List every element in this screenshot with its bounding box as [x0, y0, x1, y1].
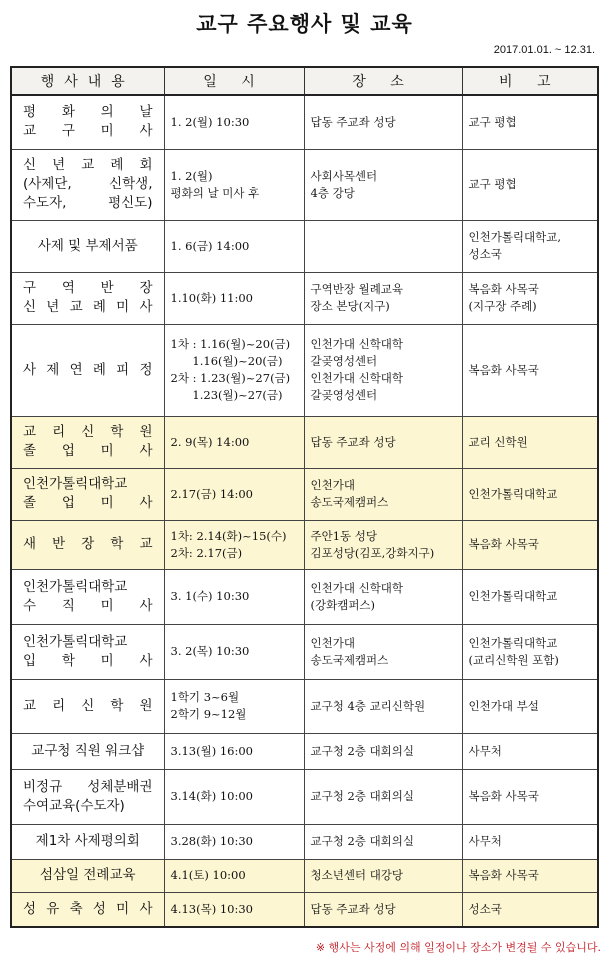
table-row — [11, 272, 598, 324]
place-line: 답동 주교좌 성당 — [310, 901, 396, 916]
note-line: 사무처 — [468, 743, 502, 758]
place-cell — [304, 324, 462, 416]
header-date: 일 시 — [164, 67, 304, 95]
date-cell — [164, 892, 304, 927]
note-line: 인천가톨릭대학교 — [468, 589, 558, 603]
note-cell — [462, 468, 598, 520]
event-line: 교 리 신 학 원 — [23, 424, 153, 440]
note-cell — [462, 733, 598, 769]
event-line: 인천가톨릭대학교 — [23, 633, 128, 650]
place-line: 교구청 2층 대회의실 — [310, 789, 414, 803]
place-cell — [304, 220, 462, 272]
footnote: ※ 행사는 사정에 의해 일정이나 장소가 변경될 수 있습니다. — [315, 941, 601, 954]
place-line: 갈곶영성센터 — [310, 354, 378, 368]
date-line: 1차: 2.14(화)~15(수) — [170, 528, 287, 543]
date-cell — [164, 468, 304, 520]
event-line: 수 직 미 사 — [23, 597, 153, 614]
place-cell — [304, 624, 462, 679]
event-line: 수여교육(수도자) — [23, 797, 125, 814]
note-cell — [462, 892, 598, 927]
page-title: 교구 주요행사 및 교육 — [196, 12, 413, 36]
event-cell — [11, 220, 164, 272]
place-line: 장소 본당(지구) — [310, 299, 390, 313]
table-row — [11, 769, 598, 824]
date-line: 평화의 날 미사 후 — [170, 185, 260, 200]
note-cell — [462, 95, 598, 149]
table-row — [11, 733, 598, 769]
date-line: 3.28(화) 10:30 — [170, 834, 253, 848]
place-line: 인천가대 신학대학 — [310, 337, 404, 351]
place-line: (강화캠퍼스) — [310, 597, 376, 612]
place-line: 교구청 2층 대회의실 — [310, 834, 414, 848]
event-line: 구 역 반 장 — [23, 280, 153, 296]
event-cell — [11, 272, 164, 324]
date-line: 1.16(월)~20(금) — [170, 354, 283, 368]
note-line: 성소국 — [468, 247, 502, 261]
date-line: 3.13(월) 16:00 — [170, 743, 253, 758]
date-line: 1. 2(월) — [170, 168, 213, 183]
place-cell — [304, 769, 462, 824]
date-line: 1. 6(금) 14:00 — [170, 238, 250, 253]
date-cell — [164, 569, 304, 624]
table-body — [11, 95, 598, 927]
event-cell — [11, 769, 164, 824]
note-line: 성소국 — [468, 901, 502, 916]
note-line: 복음화 사목국 — [468, 282, 539, 296]
event-line: 새 반 장 학 교 — [23, 536, 153, 552]
place-line: 송도국제캠퍼스 — [310, 495, 389, 509]
note-cell — [462, 149, 598, 220]
note-line: (교리신학원 포함) — [468, 652, 559, 667]
table-row — [11, 220, 598, 272]
event-cell — [11, 416, 164, 468]
event-cell — [11, 859, 164, 892]
place-cell — [304, 859, 462, 892]
place-cell — [304, 272, 462, 324]
date-line: 1학기 3~6월 — [170, 690, 240, 704]
note-line: 복음화 사목국 — [468, 789, 539, 803]
place-line: 사회사목센터 — [310, 168, 378, 183]
place-line: 김포성당(김포,강화지구) — [310, 545, 435, 560]
table-row — [11, 324, 598, 416]
date-cell — [164, 95, 304, 149]
place-cell — [304, 149, 462, 220]
note-line: 교구 평협 — [468, 114, 517, 129]
note-cell — [462, 220, 598, 272]
event-cell — [11, 679, 164, 733]
table-row — [11, 824, 598, 859]
note-line: 복음화 사목국 — [468, 362, 539, 377]
event-cell — [11, 624, 164, 679]
date-cell — [164, 220, 304, 272]
event-line: (사제단, 신학생, — [23, 176, 153, 192]
place-cell — [304, 679, 462, 733]
place-line: 4층 강당 — [310, 185, 355, 200]
event-line: 성 유 축 성 미 사 — [23, 900, 153, 917]
date-cell — [164, 733, 304, 769]
date-line: 2차 : 1.23(월)~27(금) — [170, 371, 291, 385]
table-row — [11, 520, 598, 569]
schedule-period: 2017.01.01. ~ 12.31. — [493, 44, 595, 56]
date-cell — [164, 624, 304, 679]
event-line: 졸 업 미 사 — [23, 495, 153, 511]
note-cell — [462, 324, 598, 416]
event-cell — [11, 324, 164, 416]
event-line: 인천가톨릭대학교 — [23, 578, 128, 595]
schedule-table — [10, 66, 599, 928]
place-cell — [304, 569, 462, 624]
note-line: 교리 신학원 — [468, 434, 528, 449]
date-cell — [164, 679, 304, 733]
place-line: 교구청 2층 대회의실 — [310, 743, 414, 758]
note-cell — [462, 679, 598, 733]
note-line: 인천가톨릭대학교 — [468, 486, 558, 501]
event-cell — [11, 824, 164, 859]
event-line: 교구청 직원 워크샵 — [31, 742, 145, 759]
place-line: 인천가대 신학대학 — [310, 580, 404, 595]
place-line: 인천가대 — [310, 635, 355, 650]
event-line: 섬삼일 전례교육 — [39, 867, 136, 883]
place-line: 인천가대 신학대학 — [310, 371, 404, 385]
header-note: 비 고 — [462, 67, 598, 95]
header-event: 행사내용 — [11, 67, 164, 95]
date-cell — [164, 520, 304, 569]
event-line: 비정규 성체분배권 — [23, 778, 153, 795]
event-line: 제1차 사제평의회 — [35, 833, 140, 849]
note-cell — [462, 416, 598, 468]
event-cell — [11, 569, 164, 624]
date-line: 1.23(월)~27(금) — [170, 388, 283, 402]
date-line: 1. 2(월) 10:30 — [170, 114, 250, 129]
event-line: 교 리 신 학 원 — [23, 697, 153, 714]
event-line: 신 년 교 례 미 사 — [23, 299, 153, 315]
date-line: 2학기 9~12월 — [170, 707, 247, 721]
note-cell — [462, 769, 598, 824]
date-cell — [164, 324, 304, 416]
event-cell — [11, 733, 164, 769]
event-line: 사제 및 부제서품 — [37, 237, 138, 254]
table-row — [11, 95, 598, 149]
table-header-row — [11, 67, 598, 95]
date-line: 2차: 2.17(금) — [170, 545, 243, 560]
place-line: 인천가대 — [310, 478, 355, 492]
date-line: 3. 1(수) 10:30 — [170, 589, 250, 603]
place-line: 주안1동 성당 — [310, 528, 378, 543]
event-cell — [11, 95, 164, 149]
place-cell — [304, 733, 462, 769]
note-line: 교구 평협 — [468, 177, 517, 191]
date-cell — [164, 149, 304, 220]
date-line: 1차 : 1.16(월)~20(금) — [170, 337, 291, 351]
place-line: 교구청 4층 교리신학원 — [310, 698, 426, 713]
date-line: 3.14(화) 10:00 — [170, 789, 253, 803]
date-cell — [164, 272, 304, 324]
place-line: 구역반장 월례교육 — [310, 282, 404, 296]
table-row — [11, 679, 598, 733]
note-line: 인천가대 부설 — [468, 698, 539, 713]
note-cell — [462, 824, 598, 859]
place-cell — [304, 520, 462, 569]
note-line: 복음화 사목국 — [468, 868, 539, 882]
date-cell — [164, 769, 304, 824]
place-cell — [304, 95, 462, 149]
place-line: 갈곶영성센터 — [310, 388, 378, 402]
place-line: 답동 주교좌 성당 — [310, 434, 396, 449]
place-cell — [304, 824, 462, 859]
place-cell — [304, 416, 462, 468]
note-line: 인천가톨릭대학교 — [468, 635, 558, 650]
event-cell — [11, 892, 164, 927]
event-line: 평 화 의 날 — [23, 104, 153, 121]
event-line: 인천가톨릭대학교 — [23, 476, 128, 492]
place-line: 답동 주교좌 성당 — [310, 114, 396, 129]
date-line: 3. 2(목) 10:30 — [170, 644, 250, 658]
table-row — [11, 416, 598, 468]
place-line: 청소년센터 대강당 — [310, 868, 404, 882]
event-line: 졸 업 미 사 — [23, 443, 153, 459]
table-row — [11, 624, 598, 679]
note-cell — [462, 859, 598, 892]
event-cell — [11, 520, 164, 569]
table-row — [11, 468, 598, 520]
event-line: 교 구 미 사 — [23, 123, 153, 140]
date-cell — [164, 859, 304, 892]
note-cell — [462, 624, 598, 679]
table-row — [11, 569, 598, 624]
note-cell — [462, 520, 598, 569]
date-line: 4.1(토) 10:00 — [170, 868, 246, 882]
note-line: 사무처 — [468, 834, 502, 848]
event-line: 수도자, 평신도) — [23, 195, 153, 211]
date-line: 1.10(화) 11:00 — [170, 290, 253, 305]
table-row — [11, 149, 598, 220]
header-place: 장 소 — [304, 67, 462, 95]
note-line: (지구장 주례) — [468, 299, 537, 313]
event-line: 입 학 미 사 — [23, 652, 153, 669]
place-line: 송도국제캠퍼스 — [310, 652, 389, 667]
table-row — [11, 892, 598, 927]
note-line: 복음화 사목국 — [468, 537, 539, 551]
date-cell — [164, 824, 304, 859]
date-line: 4.13(목) 10:30 — [170, 901, 253, 916]
event-line: 신 년 교 례 회 — [23, 157, 153, 173]
event-cell — [11, 149, 164, 220]
note-cell — [462, 569, 598, 624]
table-row — [11, 859, 598, 892]
date-line: 2.17(금) 14:00 — [170, 486, 253, 501]
note-cell — [462, 272, 598, 324]
place-cell — [304, 468, 462, 520]
place-cell — [304, 892, 462, 927]
event-cell — [11, 468, 164, 520]
date-cell — [164, 416, 304, 468]
event-line: 사 제 연 례 피 정 — [23, 361, 153, 378]
note-line: 인천가톨릭대학교, — [468, 230, 562, 244]
date-line: 2. 9(목) 14:00 — [170, 434, 250, 449]
